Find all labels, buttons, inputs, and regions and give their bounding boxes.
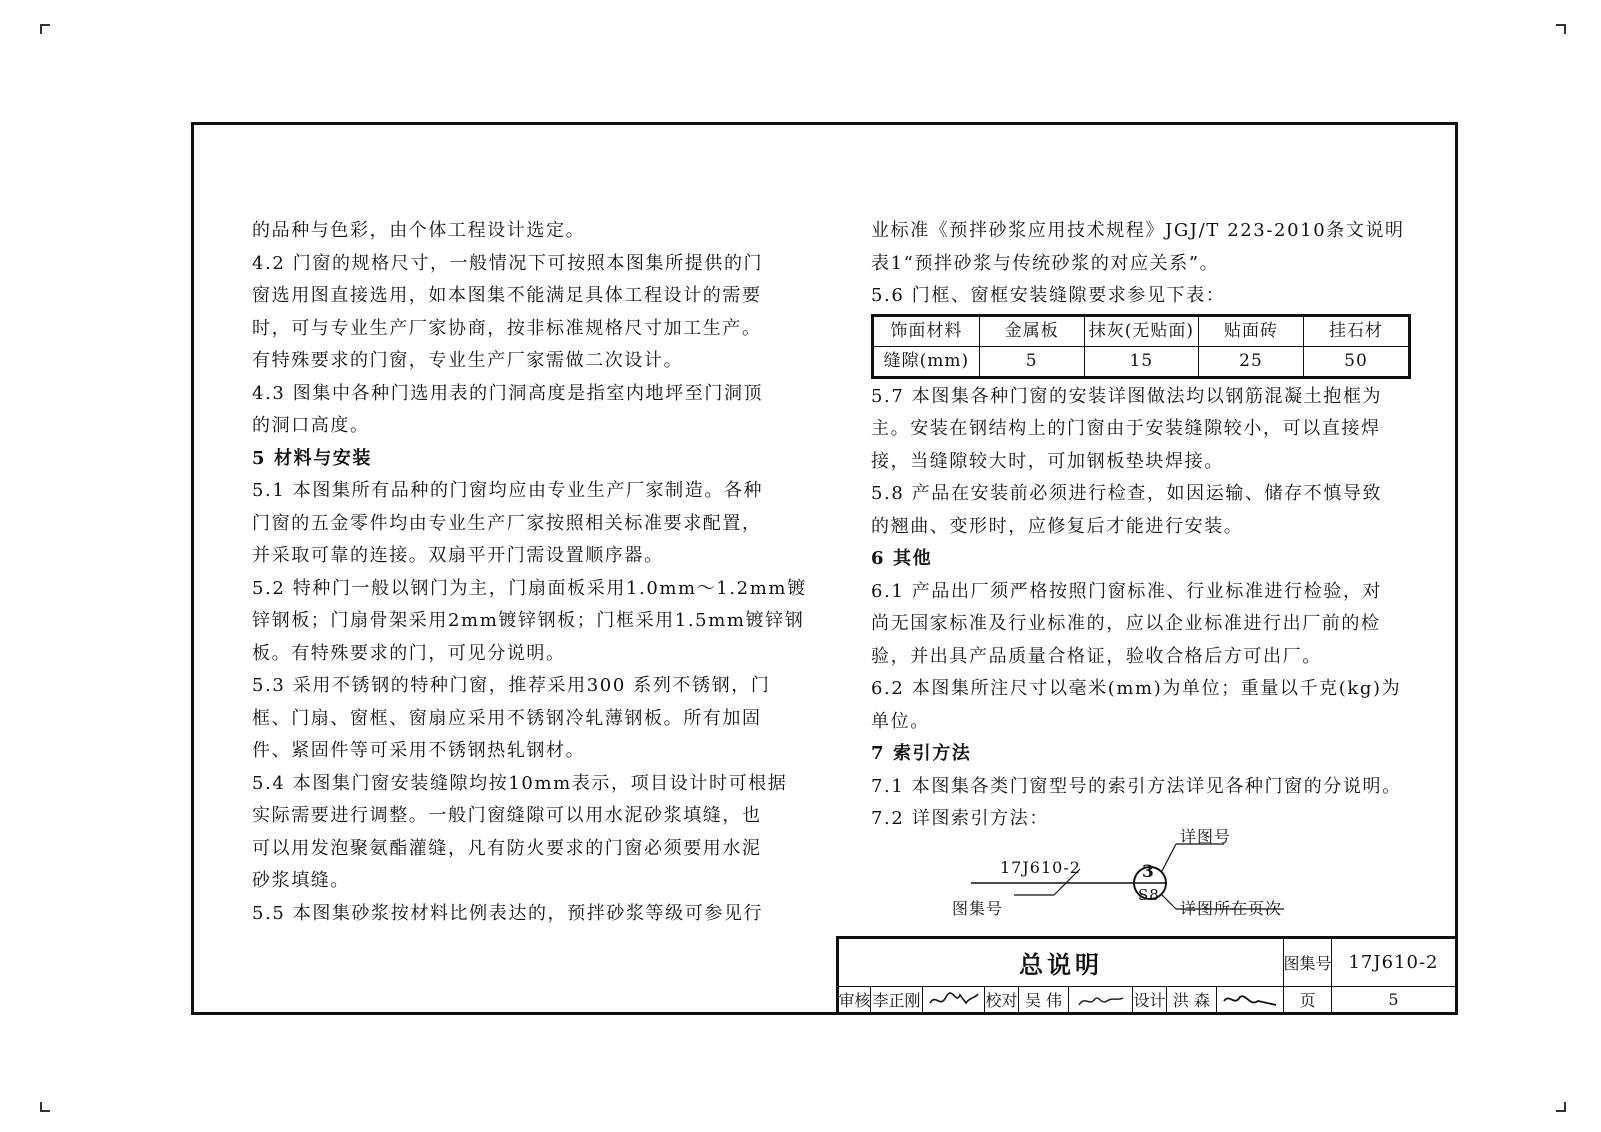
crop-mark-top-right xyxy=(1556,24,1566,34)
page-number: 5 xyxy=(1388,990,1399,1009)
check-label: 校对 xyxy=(985,987,1019,1012)
designer-name: 洪 森 xyxy=(1167,987,1217,1012)
text-line: 5.1 本图集所有品种的门窗均应由专业生产厂家制造。各种 xyxy=(252,480,764,501)
gap-table-value-cell: 缝隙(mm) xyxy=(873,346,980,377)
text-line: 框、门扇、窗框、窗扇应采用不锈钢冷轧薄钢板。所有加固 xyxy=(252,707,762,729)
text-line: 尚无国家标准及行业标准的，应以企业标准进行出厂前的检 xyxy=(871,613,1381,634)
right-text-column xyxy=(871,215,1411,836)
detail-index-diagram xyxy=(934,824,1354,920)
text-line: 5.4 本图集门窗安装缝隙均按10mm表示，项目设计时可根据 xyxy=(252,772,788,794)
text-line: 7.2 详图索引方法： xyxy=(871,808,1049,829)
text-line: 的品种与色彩，由个体工程设计选定。 xyxy=(252,220,586,241)
title-block xyxy=(836,936,1455,1012)
text-line: 4.3 图集中各种门选用表的门洞高度是指室内地坪至门洞顶 xyxy=(252,382,764,404)
text-line: 有特殊要求的门窗，专业生产厂家需做二次设计。 xyxy=(252,350,684,371)
section-heading: 7 索引方法 xyxy=(871,743,972,764)
text-line: 5.8 产品在安装前必须进行检查，如因运输、储存不慎导致 xyxy=(871,483,1383,504)
gap-table-value-row xyxy=(873,346,1410,377)
review-label: 审核 xyxy=(839,987,871,1012)
text-line: 的洞口高度。 xyxy=(252,415,370,436)
text-line: 5.7 本图集各种门窗的安装详图做法均以钢筋混凝土抱框为 xyxy=(871,385,1383,407)
atlas-number-label: 图集号 xyxy=(1284,939,1332,987)
checker-signature-graphic xyxy=(1073,989,1129,1011)
crop-mark-bottom-left xyxy=(40,1102,50,1112)
text-line: 可以用发泡聚氨酯灌缝，凡有防火要求的门窗必须要用水泥 xyxy=(252,837,762,859)
text-line: 验，并出具产品质量合格证，验收合格后方可出厂。 xyxy=(871,645,1322,667)
text-line: 单位。 xyxy=(871,710,930,732)
text-line: 板。有特殊要求的门，可见分说明。 xyxy=(252,642,566,664)
text-line: 5.6 门框、窗框安装缝隙要求参见下表： xyxy=(871,285,1226,306)
text-line: 接，当缝隙较大时，可加钢板垫块焊接。 xyxy=(871,450,1224,472)
gap-table-header-cell: 饰面材料 xyxy=(873,315,980,346)
reviewer-signature-graphic xyxy=(926,989,982,1011)
checker-signature xyxy=(1069,987,1133,1012)
design-label: 设计 xyxy=(1133,987,1167,1012)
drawing-title: 总说明 xyxy=(839,939,1284,987)
text-line: 并采取可靠的连接。双扇平开门需设置顺序器。 xyxy=(252,545,664,566)
text-line: 时，可与专业生产厂家协商，按非标准规格尺寸加工生产。 xyxy=(252,317,762,339)
text-line: 5.2 特种门一般以钢门为主，门扇面板采用1.0mm～1.2mm镀 xyxy=(252,577,807,599)
crop-mark-top-left xyxy=(40,24,50,34)
drawing-frame xyxy=(191,122,1458,1015)
text-line: 窗选用图直接选用，如本图集不能满足具体工程设计的需要 xyxy=(252,285,762,306)
installation-gap-table xyxy=(871,314,1411,379)
text-line: 实际需要进行调整。一般门窗缝隙可以用水泥砂浆填缝，也 xyxy=(252,805,762,826)
text-line: 主。安装在钢结构上的门窗由于安装缝隙较小，可以直接焊 xyxy=(871,418,1381,439)
right-column-bottom-text xyxy=(871,381,1411,836)
gap-table-value-cell: 50 xyxy=(1303,346,1409,377)
text-line: 6.2 本图集所注尺寸以毫米(mm)为单位；重量以千克(kg)为 xyxy=(871,678,1402,699)
gap-table-header-row xyxy=(873,315,1410,346)
checker-name: 吴 伟 xyxy=(1019,987,1069,1012)
designer-signature-graphic xyxy=(1220,989,1280,1011)
page-label: 页 xyxy=(1284,987,1332,1012)
text-line: 业标准《预拌砂浆应用技术规程》JGJ/T 223-2010条文说明 xyxy=(871,220,1405,241)
gap-table-header-cell: 贴面砖 xyxy=(1198,315,1303,346)
gap-table-value-cell: 25 xyxy=(1198,346,1303,377)
text-line: 4.2 门窗的规格尺寸，一般情况下可按照本图集所提供的门 xyxy=(252,252,764,274)
page-ref-text: S8 xyxy=(1138,886,1160,904)
gap-table-value-cell: 5 xyxy=(979,346,1084,377)
gap-table-header-cell: 挂石材 xyxy=(1303,315,1409,346)
atlas-number-value: 17J610-2 xyxy=(1332,939,1455,987)
text-line: 5.3 采用不锈钢的特种门窗，推荐采用300 系列不锈钢，门 xyxy=(252,675,771,696)
text-line: 锌钢板；门扇骨架采用2mm镀锌钢板；门框采用1.5mm镀锌钢 xyxy=(252,610,805,631)
text-line: 的翘曲、变形时，应修复后才能进行安装。 xyxy=(871,515,1244,537)
detail-page-caption: 详图所在页次 xyxy=(1180,899,1283,918)
section-heading: 5 材料与安装 xyxy=(252,447,372,469)
reviewer-name: 李正刚 xyxy=(871,987,923,1012)
text-line: 门窗的五金零件均由专业生产厂家按照相关标准要求配置， xyxy=(252,512,762,534)
gap-table-header-cell: 金属板 xyxy=(979,315,1084,346)
text-line: 7.1 本图集各类门窗型号的索引方法详见各种门窗的分说明。 xyxy=(871,775,1402,797)
text-line: 件、紧固件等可采用不锈钢热轧钢材。 xyxy=(252,740,586,761)
reviewer-signature xyxy=(923,987,985,1012)
atlas-code-label: 17J610-2 xyxy=(1000,858,1081,877)
text-line: 5.5 本图集砂浆按材料比例表达的，预拌砂浆等级可参见行 xyxy=(252,902,764,924)
gap-table-value-cell: 15 xyxy=(1084,346,1198,377)
atlas-caption: 图集号 xyxy=(952,899,1004,918)
right-column-top-text xyxy=(871,215,1411,313)
text-line: 表1“预拌砂浆与传统砂浆的对应关系”。 xyxy=(871,252,1220,274)
gap-table-header-cell: 抹灰(无贴面) xyxy=(1084,315,1198,346)
left-text-column xyxy=(252,215,807,930)
crop-mark-bottom-right xyxy=(1556,1102,1566,1112)
text-line: 6.1 产品出厂须严格按照门窗标准、行业标准进行检验，对 xyxy=(871,580,1383,602)
designer-signature xyxy=(1217,987,1284,1012)
detail-number-text: 3 xyxy=(1142,862,1155,882)
detail-number-caption: 详图号 xyxy=(1180,827,1232,846)
section-heading: 6 其他 xyxy=(871,548,933,569)
text-line: 砂浆填缝。 xyxy=(252,870,350,891)
